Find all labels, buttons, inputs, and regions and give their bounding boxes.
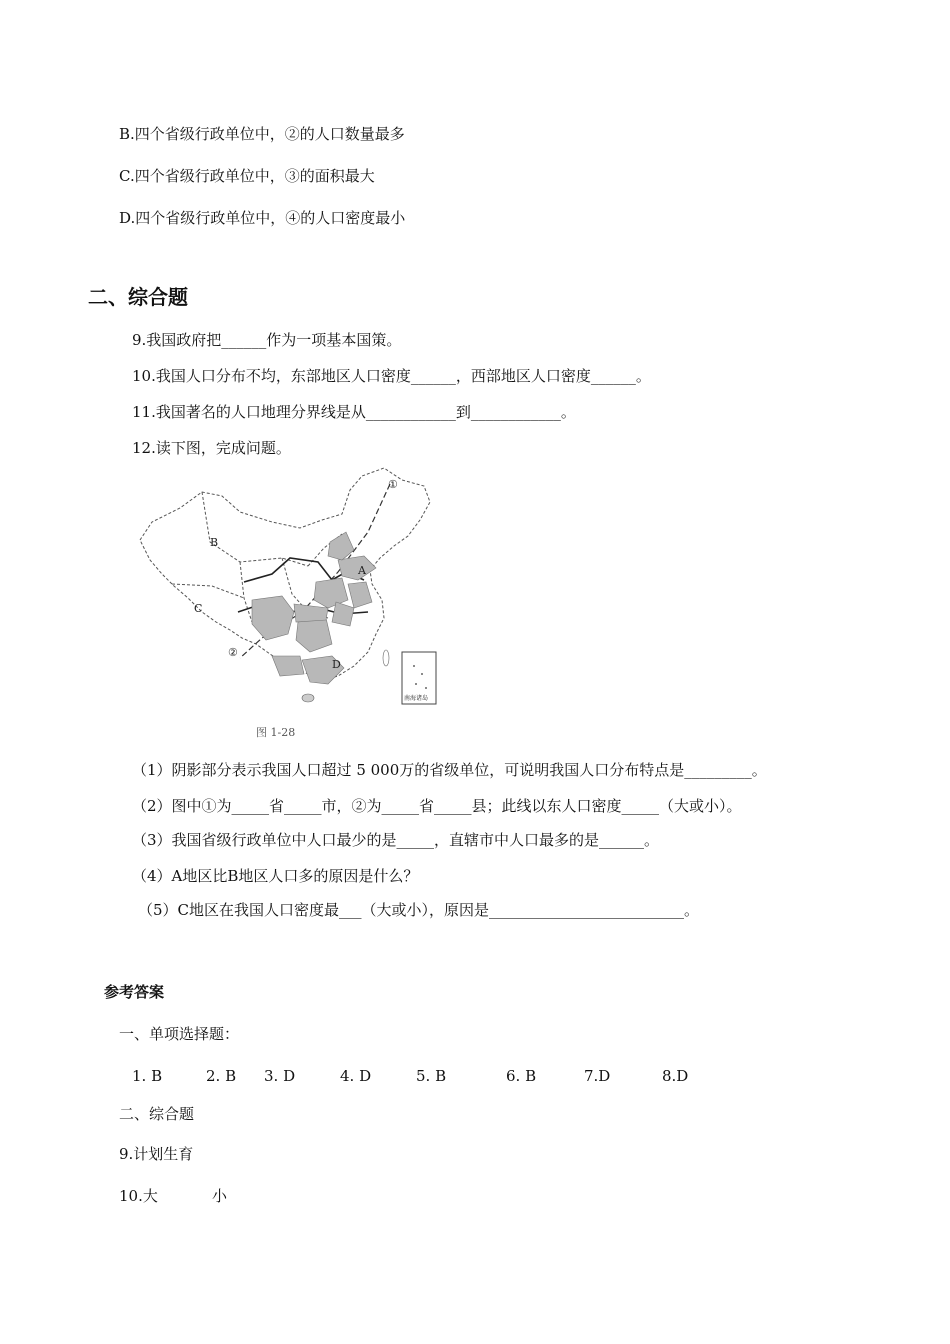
answer-mc: 2. B — [206, 1067, 237, 1085]
answer-mc: 3. D — [264, 1067, 296, 1085]
shaded-hubei — [294, 604, 328, 622]
option-b: B.四个省级行政单位中，②的人口数量最多 — [119, 125, 405, 143]
map-label-c: C — [194, 602, 203, 615]
answer-10-first: 10.大 — [119, 1187, 158, 1205]
shaded-shandong — [338, 556, 376, 580]
inset-label: 南海诸岛 — [404, 695, 429, 702]
question-12: 12.读下图，完成问题。 — [132, 439, 291, 457]
map-marker-2: ② — [228, 646, 238, 659]
answer-mc: 4. D — [340, 1067, 372, 1085]
shaded-henan — [314, 578, 348, 608]
map-caption: 图 1-28 — [256, 726, 296, 739]
question-10: 10.我国人口分布不均，东部地区人口密度______，西部地区人口密度______。 — [132, 367, 651, 385]
answer-9: 9.计划生育 — [119, 1145, 194, 1163]
subquestion-1: （1）阴影部分表示我国人口超过 5 000万的省级单位，可说明我国人口分布特点是_________。 — [132, 761, 767, 779]
option-d: D.四个省级行政单位中，④的人口密度最小 — [119, 209, 406, 227]
subquestion-4: （4）A地区比B地区人口多的原因是什么？ — [132, 867, 419, 885]
map-label-a: A — [358, 564, 366, 577]
map-label-d: D — [332, 658, 341, 671]
answer-10-second: 小 — [212, 1187, 228, 1205]
subquestion-5: （5）C地区在我国人口密度最___（大或小），原因是__________________________。 — [138, 901, 700, 919]
shaded-sichuan — [252, 596, 294, 640]
answers-part2-title: 二、综合题 — [119, 1105, 195, 1123]
subquestion-2: （2）图中①为_____省_____市，②为_____省_____县；此线以东人口密度_____（大或小）。 — [132, 797, 742, 815]
answers-heading: 参考答案 — [104, 983, 165, 1001]
section-heading-comprehensive: 二、综合题 — [88, 285, 188, 309]
shaded-guangxi — [272, 656, 304, 676]
answer-mc: 8.D — [662, 1067, 689, 1085]
map-label-b: B — [210, 536, 219, 549]
shaded-anhui — [332, 602, 354, 626]
answer-mc: 1. B — [132, 1067, 163, 1085]
question-11: 11.我国著名的人口地理分界线是从____________到____________。 — [132, 403, 576, 421]
shaded-jiangsu — [348, 582, 372, 608]
subquestion-3: （3）我国省级行政单位中人口最少的是_____，直辖市中人口最多的是______。 — [132, 831, 660, 849]
answer-mc: 5. B — [416, 1067, 447, 1085]
china-population-map — [132, 462, 472, 710]
answer-mc: 7.D — [584, 1067, 611, 1085]
answers-part1-title: 一、单项选择题： — [119, 1025, 240, 1043]
option-c: C.四个省级行政单位中，③的面积最大 — [119, 167, 375, 185]
shaded-hunan — [296, 618, 332, 652]
question-9: 9.我国政府把______作为一项基本国策。 — [132, 331, 402, 349]
map-marker-1: ① — [388, 478, 398, 491]
answer-mc: 6. B — [506, 1067, 537, 1085]
